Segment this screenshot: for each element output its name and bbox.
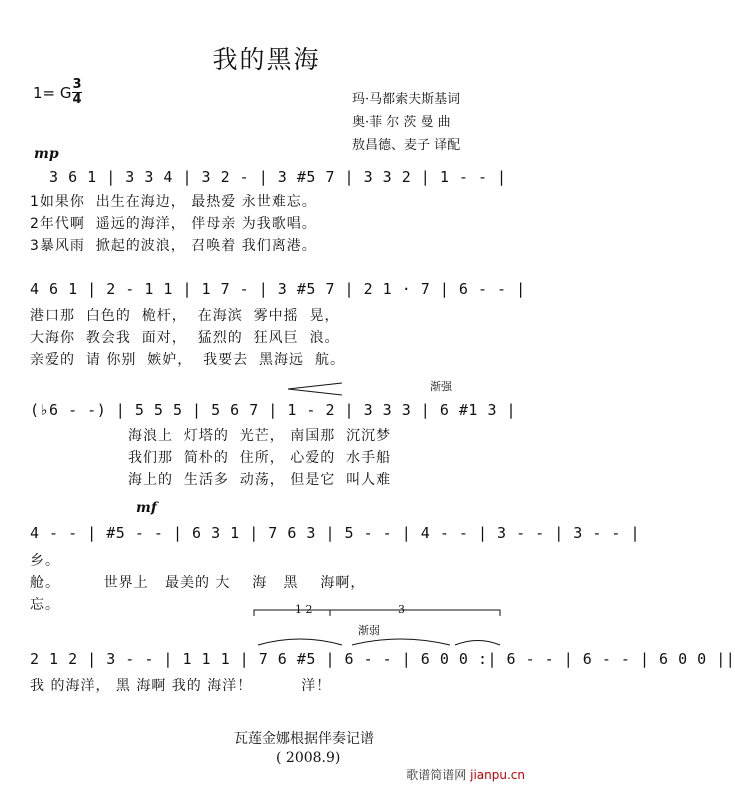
lyric-system-4-line-2: 舱。 世界上 最美的 大 海 黑 海啊， [30,575,366,591]
key-signature: 1= G [33,84,72,102]
dynamic-mp: mp [34,146,59,162]
notes-system-4: 4 - - | #5 - - | 6 3 1 | 7 6 3 | 5 - - | 4 - - | 3 - - | 3 - - | [30,524,640,542]
lyric-system-5: 我 的海洋， 黑 海啊 我的 海洋！ 洋！ [30,678,332,694]
song-title: 我的黑海 [212,45,321,74]
dynamic-mf: mf [136,500,157,516]
volta-1-2-bracket [254,610,390,616]
lyric-verse-1: 1如果你 出生在海边， 最热爱 永世难忘。 [30,194,317,210]
slur-3 [455,641,500,646]
lyric-system-3-line-2: 我们那 简朴的 住所， 心爱的 水手船 [128,450,392,466]
lyric-verse-3: 3暴风雨 掀起的波浪， 召唤着 我们离港。 [30,238,317,254]
volta-3-bracket [390,610,500,616]
lyric-system-2-line-1: 港口那 白色的 桅杆， 在海滨 雾中摇 晃， [30,308,340,324]
notes-system-1: 3 6 1 | 3 3 4 | 3 2 - | 3 #5 7 | 3 3 2 | 1 - - | [30,168,507,186]
meter-top: 3 [72,77,82,92]
crescendo-hairpin [288,383,342,395]
footer-date: ( 2008.9) [276,750,341,766]
watermark-text: 歌谱简谱网 [406,768,467,782]
lyric-system-4-line-1: 乡。 [30,553,60,569]
lyric-verse-2: 2年代啊 遥远的海洋， 伴母亲 为我歌唱。 [30,216,317,232]
volta-1-2-label: 1 2 [295,603,313,616]
notes-system-2: 4 6 1 | 2 - 1 1 | 1 7 - | 3 #5 7 | 2 1 · 7 | 6 - - | [30,280,526,298]
credit-translators: 敖昌德、麦子 译配 [352,138,461,153]
dynamic-diminuendo: 渐弱 [358,624,380,637]
volta-3-label: 3 [398,603,405,616]
meter-bottom: 4 [72,92,82,107]
footer-note: 瓦莲金娜根据伴奏记谱 [234,731,374,747]
credit-lyricist: 玛·马都索夫斯基词 [352,92,461,107]
credit-composer: 奥·菲 尔 茨 曼 曲 [352,115,451,130]
dynamic-crescendo: 渐强 [430,380,452,393]
lyric-system-2-line-2: 大海你 教会我 面对， 猛烈的 狂风巨 浪。 [30,330,340,346]
lyric-system-3-line-1: 海浪上 灯塔的 光芒， 南国那 沉沉梦 [128,428,392,444]
lyric-system-4-line-3: 忘。 [30,597,60,613]
notes-system-5: 2 1 2 | 3 - - | 1 1 1 | 7 6 #5 | 6 - - | 6 0 0 :| 6 - - | 6 - - | 6 0 0 || [30,650,735,668]
notes-system-3: (♭6 - -) | 5 5 5 | 5 6 7 | 1 - 2 | 3 3 3 | 6 #1 3 | [30,401,517,419]
slur-1 [258,639,342,645]
watermark-site: jianpu.cn [470,768,525,782]
slur-2 [352,639,450,645]
lyric-system-2-line-3: 亲爱的 请 你别 嫉妒， 我要去 黑海远 航。 [30,352,345,368]
lyric-system-3-line-3: 海上的 生活多 动荡， 但是它 叫人难 [128,472,392,488]
